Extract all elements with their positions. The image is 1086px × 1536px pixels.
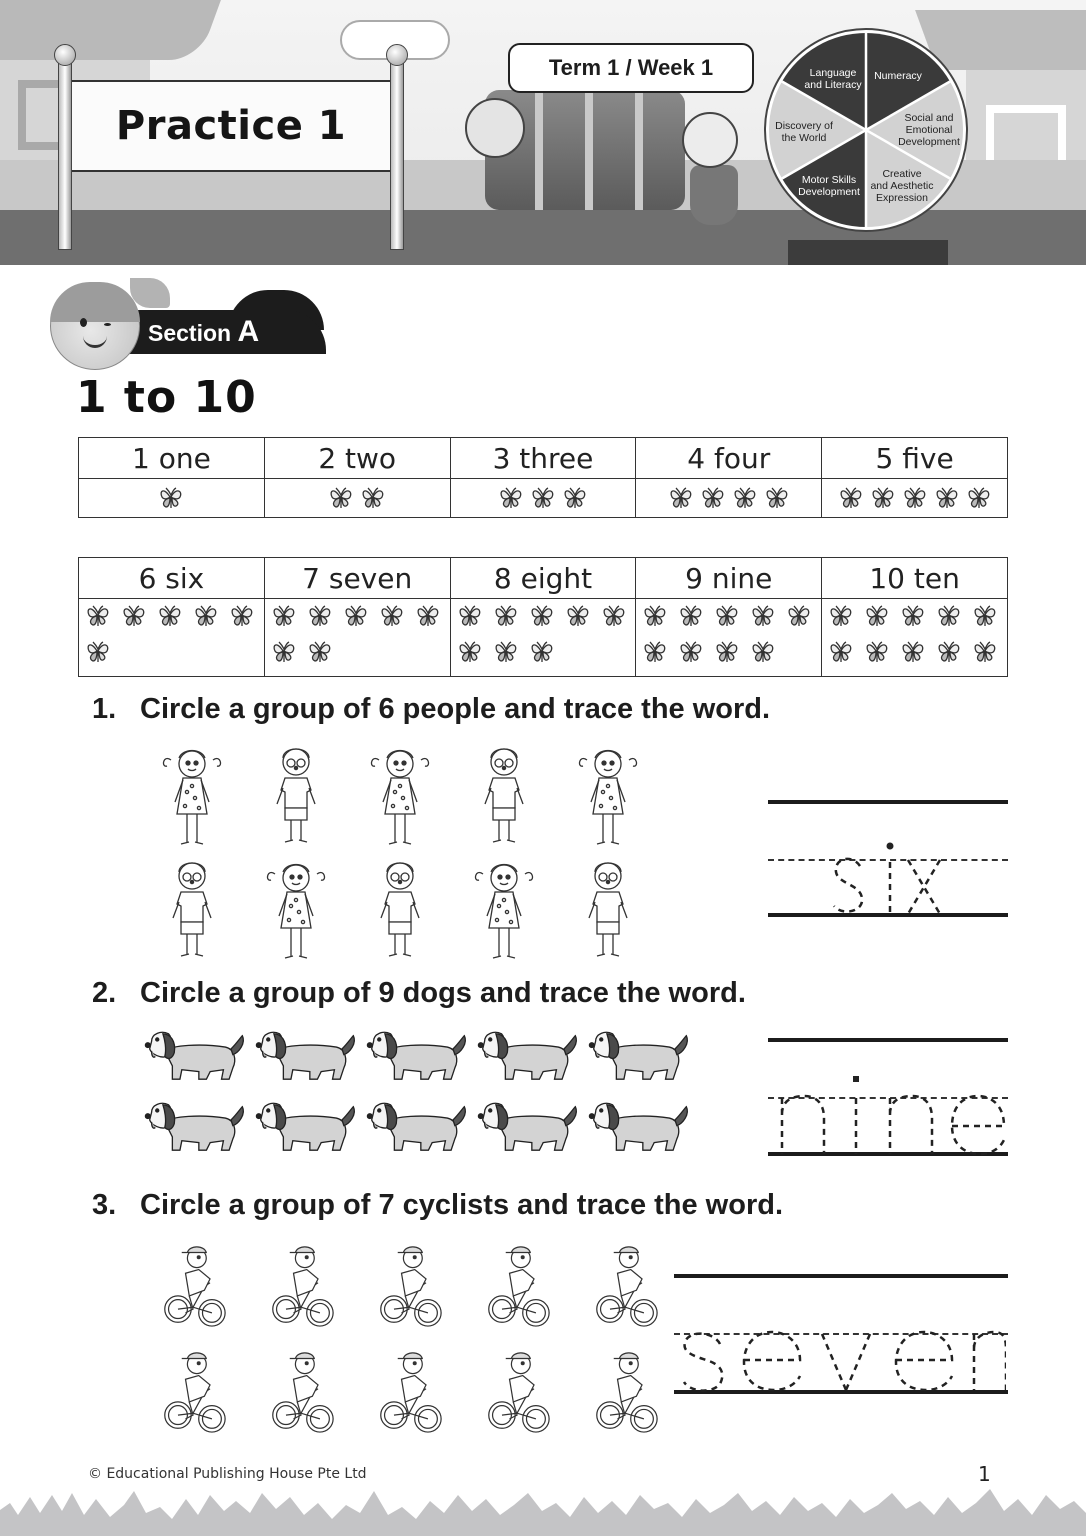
number-table-1-to-5 bbox=[78, 437, 1008, 518]
dog-figure[interactable] bbox=[584, 1028, 695, 1085]
question-1: 1. Circle a group of 6 people and trace the word. bbox=[92, 693, 771, 725]
dog-figure[interactable] bbox=[362, 1028, 473, 1085]
trace-word-six[interactable] bbox=[828, 840, 948, 918]
cyclist-figure[interactable] bbox=[464, 1346, 572, 1438]
dog-icon bbox=[588, 1099, 692, 1156]
cyclist-icon bbox=[161, 1346, 227, 1438]
dog-figure[interactable] bbox=[362, 1099, 473, 1156]
butterfly-icon bbox=[85, 603, 111, 629]
butterfly-icon bbox=[972, 603, 998, 629]
boy-icon bbox=[157, 856, 227, 966]
butterfly-icon bbox=[193, 603, 219, 629]
butterfly-cell bbox=[822, 599, 1008, 677]
butterfly-icon bbox=[379, 603, 405, 629]
dog-icon bbox=[366, 1028, 470, 1085]
cyclist-icon bbox=[485, 1240, 551, 1332]
butterfly-icon bbox=[828, 603, 854, 629]
boy-figure[interactable] bbox=[140, 856, 244, 966]
cyclist-icon bbox=[377, 1346, 443, 1438]
mascot-ponytail bbox=[130, 278, 170, 308]
dogs-grid bbox=[140, 1028, 695, 1156]
wheel-label-discovery: Discovery of the World bbox=[775, 120, 833, 144]
butterfly-icon bbox=[870, 485, 896, 511]
butterfly-icon bbox=[900, 603, 926, 629]
term-week-label: Term 1 / Week 1 bbox=[548, 55, 714, 80]
butterfly-icon bbox=[864, 603, 890, 629]
butterfly-icon bbox=[158, 485, 184, 511]
header-banner bbox=[0, 0, 1086, 265]
page-title: Practice 1 bbox=[115, 103, 347, 149]
dog-figure[interactable] bbox=[251, 1099, 362, 1156]
butterfly-icon bbox=[972, 639, 998, 665]
trace-area-seven bbox=[674, 1274, 1008, 1396]
cyclist-figure[interactable] bbox=[140, 1240, 248, 1332]
boy-icon bbox=[469, 742, 539, 852]
butterfly-cell bbox=[636, 479, 822, 518]
butterfly-icon bbox=[750, 639, 776, 665]
cyclist-icon bbox=[269, 1240, 335, 1332]
tunnel-ring bbox=[635, 90, 643, 210]
number-cell-9: 9 nine bbox=[636, 558, 822, 599]
number-cell-6: 6 six bbox=[79, 558, 265, 599]
butterfly-icon bbox=[750, 603, 776, 629]
cyclist-figure[interactable] bbox=[356, 1346, 464, 1438]
girl-figure[interactable] bbox=[348, 742, 452, 852]
mascot-wink-eye bbox=[104, 323, 111, 326]
question-2: 2. Circle a group of 9 dogs and trace the word. bbox=[92, 977, 746, 1009]
butterfly-icon bbox=[678, 639, 704, 665]
boy-icon bbox=[261, 742, 331, 852]
butterfly-icon bbox=[642, 639, 668, 665]
butterfly-cell bbox=[636, 599, 822, 677]
girl-figure[interactable] bbox=[556, 742, 660, 852]
girl-icon bbox=[573, 742, 643, 852]
trace-word-nine[interactable] bbox=[776, 1074, 1008, 1156]
butterfly-icon bbox=[530, 485, 556, 511]
mascot-eye bbox=[80, 318, 87, 327]
dog-figure[interactable] bbox=[140, 1028, 251, 1085]
butterfly-icon bbox=[328, 485, 354, 511]
number-cell-5: 5 five bbox=[822, 438, 1008, 479]
cyclist-figure[interactable] bbox=[464, 1240, 572, 1332]
dog-icon bbox=[255, 1028, 359, 1085]
butterfly-icon bbox=[828, 639, 854, 665]
butterfly-icon bbox=[786, 603, 812, 629]
butterfly-icon bbox=[498, 485, 524, 511]
number-table-6-to-10 bbox=[78, 557, 1008, 677]
girl-icon bbox=[261, 856, 331, 966]
butterfly-icon bbox=[732, 485, 758, 511]
butterfly-icon bbox=[700, 485, 726, 511]
boy-figure[interactable] bbox=[348, 856, 452, 966]
cyclist-icon bbox=[161, 1240, 227, 1332]
dog-icon bbox=[144, 1028, 248, 1085]
wheel-label-social: Social and Emotional Development bbox=[898, 112, 960, 148]
trace-area-six bbox=[768, 800, 1008, 920]
butterfly-cell bbox=[822, 479, 1008, 518]
dog-icon bbox=[477, 1028, 581, 1085]
cyclist-figure[interactable] bbox=[140, 1346, 248, 1438]
dog-icon bbox=[366, 1099, 470, 1156]
dog-figure[interactable] bbox=[140, 1099, 251, 1156]
boy-icon bbox=[573, 856, 643, 966]
section-label: Section A bbox=[148, 315, 260, 348]
roof-left-illustration bbox=[0, 0, 221, 60]
wheel-label-creative: Creative and Aesthetic Expression bbox=[870, 168, 934, 204]
footer-grass-decoration bbox=[0, 1485, 1086, 1536]
number-cell-4: 4 four bbox=[636, 438, 822, 479]
butterfly-icon bbox=[493, 639, 519, 665]
dog-figure[interactable] bbox=[473, 1028, 584, 1085]
wheel-label-language: Language and Literacy bbox=[804, 67, 862, 91]
butterfly-icon bbox=[529, 639, 555, 665]
butterfly-icon bbox=[493, 603, 519, 629]
butterfly-icon bbox=[864, 639, 890, 665]
number-cell-7: 7 seven bbox=[264, 558, 450, 599]
butterfly-icon bbox=[714, 603, 740, 629]
butterfly-icon bbox=[966, 485, 992, 511]
butterfly-icon bbox=[934, 485, 960, 511]
page-number: 1 bbox=[978, 1462, 991, 1486]
cyclist-icon bbox=[485, 1346, 551, 1438]
dog-icon bbox=[477, 1099, 581, 1156]
girl-figure[interactable] bbox=[452, 856, 556, 966]
boy-figure[interactable] bbox=[452, 742, 556, 852]
butterfly-cell bbox=[264, 599, 450, 677]
butterfly-icon bbox=[271, 603, 297, 629]
butterfly-icon bbox=[85, 639, 111, 665]
butterfly-icon bbox=[229, 603, 255, 629]
number-cell-1: 1 one bbox=[79, 438, 265, 479]
trace-top-line bbox=[768, 800, 1008, 804]
dog-figure[interactable] bbox=[473, 1099, 584, 1156]
butterfly-icon bbox=[157, 603, 183, 629]
cyclists-grid bbox=[140, 1240, 680, 1438]
dog-icon bbox=[255, 1099, 359, 1156]
butterfly-icon bbox=[343, 603, 369, 629]
girl-figure[interactable] bbox=[140, 742, 244, 852]
banner-pole-right bbox=[390, 55, 404, 250]
butterfly-icon bbox=[668, 485, 694, 511]
butterfly-icon bbox=[902, 485, 928, 511]
boy-figure[interactable] bbox=[556, 856, 660, 966]
cyclist-icon bbox=[377, 1240, 443, 1332]
trace-area-nine bbox=[768, 1038, 1008, 1158]
boy-figure[interactable] bbox=[244, 742, 348, 852]
number-cell-3: 3 three bbox=[450, 438, 636, 479]
term-week-badge bbox=[508, 43, 754, 93]
dog-figure[interactable] bbox=[584, 1099, 695, 1156]
butterfly-icon bbox=[678, 603, 704, 629]
cyclist-figure[interactable] bbox=[248, 1240, 356, 1332]
cyclist-icon bbox=[269, 1346, 335, 1438]
butterfly-icon bbox=[565, 603, 591, 629]
butterfly-icon bbox=[714, 639, 740, 665]
butterfly-icon bbox=[838, 485, 864, 511]
butterfly-cell bbox=[79, 599, 265, 677]
butterfly-icon bbox=[307, 603, 333, 629]
copyright-notice: © Educational Publishing House Pte Ltd bbox=[88, 1466, 367, 1482]
question-3: 3. Circle a group of 7 cyclists and trace the word. bbox=[92, 1189, 784, 1221]
boy-illustration bbox=[465, 98, 525, 158]
cyclist-figure[interactable] bbox=[572, 1240, 680, 1332]
pole-knob-left bbox=[54, 44, 76, 66]
butterfly-icon bbox=[936, 603, 962, 629]
number-cell-8: 8 eight bbox=[450, 558, 636, 599]
number-cell-2: 2 two bbox=[264, 438, 450, 479]
trace-top-line bbox=[674, 1274, 1008, 1278]
tunnel-ring bbox=[535, 90, 543, 210]
butterfly-icon bbox=[307, 639, 333, 665]
butterfly-icon bbox=[529, 603, 555, 629]
girl-icon bbox=[157, 742, 227, 852]
cyclist-icon bbox=[593, 1346, 659, 1438]
girl-illustration bbox=[682, 112, 738, 168]
people-grid bbox=[140, 742, 660, 966]
butterfly-cell bbox=[450, 599, 636, 677]
butterfly-icon bbox=[457, 603, 483, 629]
trace-top-line bbox=[768, 1038, 1008, 1042]
wheel-label-numeracy: Numeracy bbox=[874, 70, 922, 82]
trace-word-seven[interactable] bbox=[680, 1330, 1006, 1392]
girl-icon bbox=[469, 856, 539, 966]
wheel-stand bbox=[788, 240, 948, 265]
butterfly-cell bbox=[79, 479, 265, 518]
butterfly-icon bbox=[562, 485, 588, 511]
girl-icon bbox=[365, 742, 435, 852]
dog-figure[interactable] bbox=[251, 1028, 362, 1085]
mascot-hair bbox=[50, 282, 140, 322]
butterfly-icon bbox=[900, 639, 926, 665]
cyclist-figure[interactable] bbox=[356, 1240, 464, 1332]
butterfly-cell bbox=[450, 479, 636, 518]
butterfly-cell bbox=[264, 479, 450, 518]
number-cell-10: 10 ten bbox=[822, 558, 1008, 599]
butterfly-icon bbox=[457, 639, 483, 665]
wheel-label-motor: Motor Skills Development bbox=[798, 174, 860, 198]
boy-icon bbox=[365, 856, 435, 966]
tunnel-ring bbox=[585, 90, 593, 210]
butterfly-icon bbox=[121, 603, 147, 629]
girl-figure[interactable] bbox=[244, 856, 348, 966]
butterfly-icon bbox=[271, 639, 297, 665]
dog-icon bbox=[144, 1099, 248, 1156]
practice-banner bbox=[72, 80, 390, 172]
butterfly-icon bbox=[360, 485, 386, 511]
cyclist-figure[interactable] bbox=[248, 1346, 356, 1438]
cyclist-icon bbox=[593, 1240, 659, 1332]
topic-title: 1 to 10 bbox=[76, 372, 257, 423]
butterfly-icon bbox=[764, 485, 790, 511]
cyclist-figure[interactable] bbox=[572, 1346, 680, 1438]
butterfly-icon bbox=[601, 603, 627, 629]
pole-knob-right bbox=[386, 44, 408, 66]
dog-icon bbox=[588, 1028, 692, 1085]
butterfly-icon bbox=[936, 639, 962, 665]
butterfly-icon bbox=[642, 603, 668, 629]
butterfly-icon bbox=[415, 603, 441, 629]
banner-pole-left bbox=[58, 55, 72, 250]
girl-body-illustration bbox=[690, 165, 738, 225]
